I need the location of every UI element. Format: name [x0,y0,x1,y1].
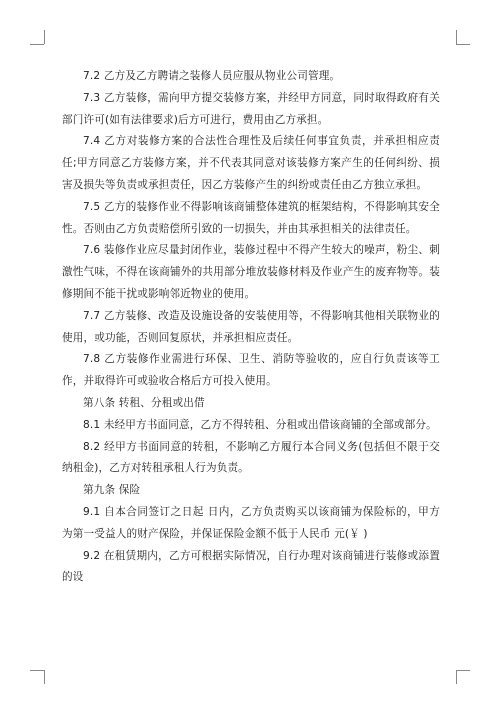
clause-8-2: 8.2 经甲方书面同意的转租，不影响乙方履行本合同义务(包括但不限于交纳租金)，乙方对转租承租人行为负责。 [62,440,440,475]
clause-8-1: 8.1 未经甲方书面同意，乙方不得转租、分租或出借该商铺的全部或部分。 [83,418,437,431]
crop-mark-bottom-right-v [456,670,457,684]
article-8-heading: 第八条 转租、分租或出借 [83,396,205,409]
clause-7-7: 7.7 乙方装修、改造及设施设备的安装使用等，不得影响其他相关联物业的使用，或功能，否则回复原状，并承担相应责任。 [62,309,440,344]
article-9-heading: 第九条 保险 [83,484,141,497]
clause-7-3: 7.3 乙方装修，需向甲方提交装修方案，并经甲方同意，同时取得政府有关部门许可(如有法律要求)后方可进行，费用由乙方承担。 [62,91,440,126]
clause-7-4: 7.4 乙方对装修方案的合法性合理性及后续任何事宜负责，并承担相应责任;甲方同意乙方装修方案，并不代表其同意对该装修方案产生的任何纠纷、损害及损失等负责或承担责任，因乙方装修产生的纠纷或责任由乙方独立承担。 [62,135,440,191]
clause-7-6: 7.6 装修作业应尽量封闭作业，装修过程中不得产生较大的噪声，粉尘、刺激性气味，不得在该商铺外的共用部分堆放装修材料及作业产生的废弃物等。装修期间不能干扰或影响邻近物业的使用。 [62,244,440,300]
crop-mark-bottom-left-h [30,670,44,671]
clause-7-8: 7.8 乙方装修作业需进行环保、卫生、消防等验收的，应自行负责该等工作，并取得许可或验收合格后方可投入使用。 [62,353,440,388]
crop-mark-top-right-v [456,30,457,44]
clause-9-2: 9.2 在租赁期内，乙方可根据实际情况，自行办理对该商铺进行装修或添置的设 [62,549,440,584]
crop-mark-bottom-left-v [44,670,45,684]
crop-mark-bottom-right-h [456,670,470,671]
document-body [62,66,440,589]
crop-mark-top-right-h [456,44,470,45]
clause-7-2: 7.2 乙方及乙方聘请之装修人员应服从物业公司管理。 [83,70,341,82]
crop-mark-top-left-v [44,30,45,44]
clause-7-5: 7.5 乙方的装修作业不得影响该商铺整体建筑的框架结构，不得影响其安全性。否则由乙方负责赔偿所引致的一切损失，并由其承担相关的法律责任。 [62,200,440,235]
clause-9-1: 9.1 自本合同签订之日起 日内，乙方负责购买以该商铺为保险标的，甲方为第一受益人的财产保险，并保证保险金额不低于人民币 元(￥ ) [62,505,440,540]
crop-mark-top-left-h [30,44,44,45]
